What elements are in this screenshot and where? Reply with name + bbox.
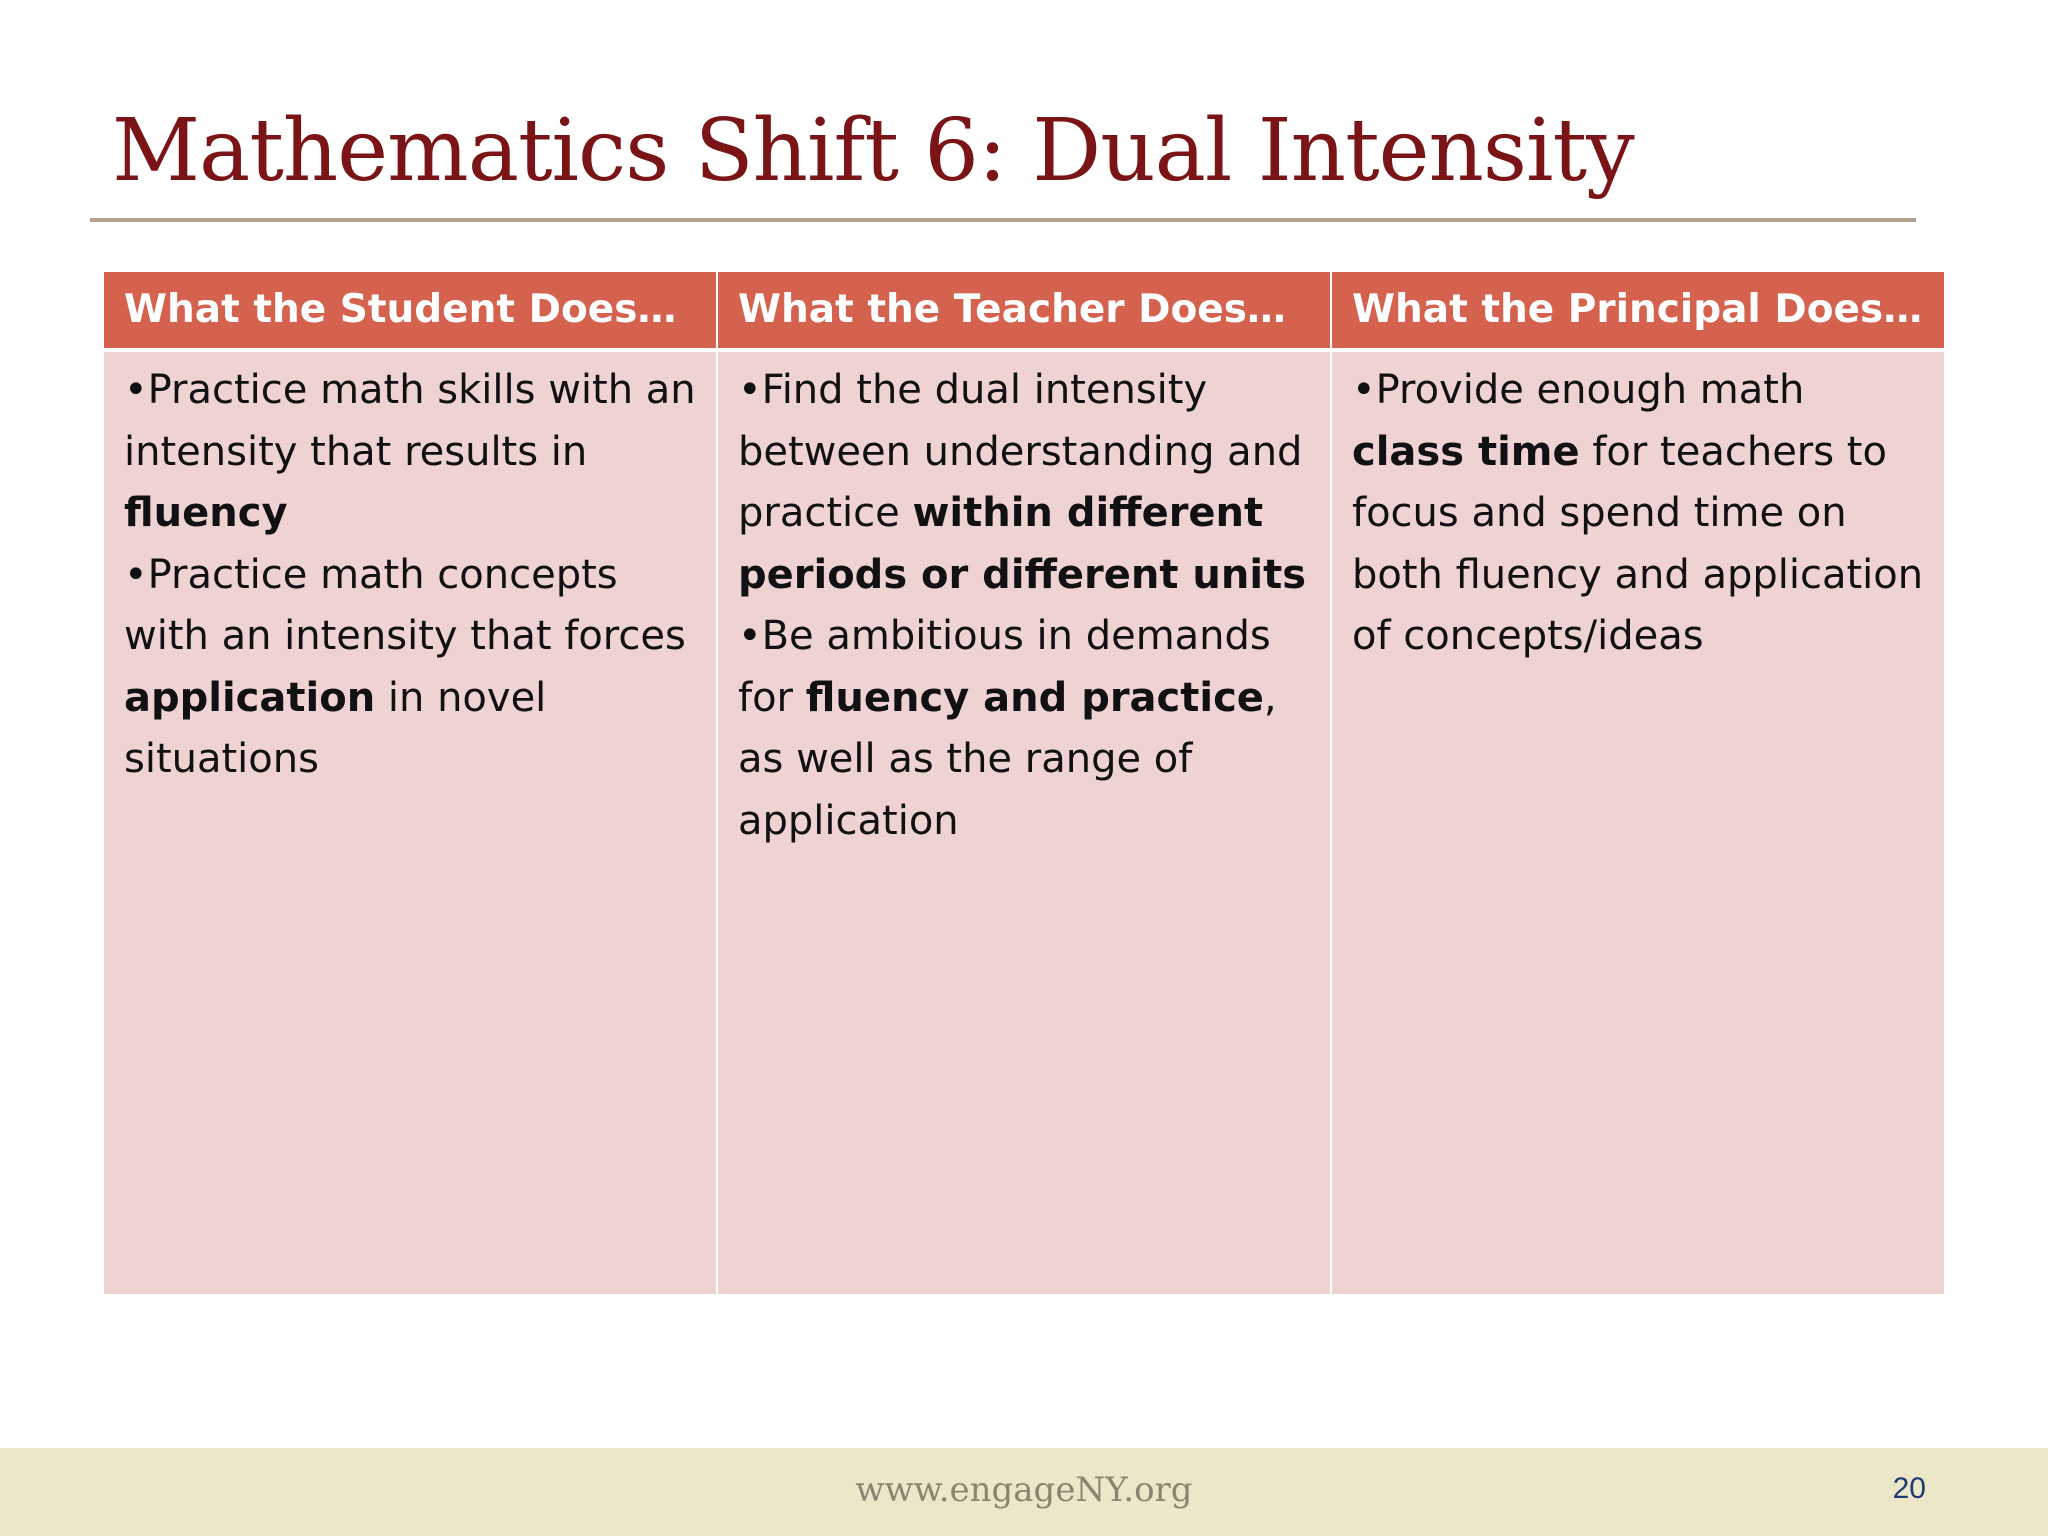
bullet-emphasis: class time <box>1352 428 1580 475</box>
page-number: 20 <box>1892 1472 1926 1505</box>
bullet-emphasis: fluency <box>124 490 288 536</box>
slide-title: Mathematics Shift 6: Dual Intensity <box>112 101 1634 201</box>
bullet-text: •Practice math concepts with an intensity that forces <box>124 551 686 659</box>
bullet-text: in novel situations <box>124 674 547 782</box>
bullet-emphasis: within different periods or different units <box>738 490 1307 598</box>
bullet-emphasis: fluency and practice <box>805 674 1264 721</box>
header-teacher: What the Teacher Does… <box>718 272 1330 348</box>
bullet-text: •Practice math skills with an intensity that results in <box>124 367 696 475</box>
cell-student <box>104 352 716 1294</box>
bullet-text: •Provide enough math <box>1352 367 1805 413</box>
cell-teacher <box>718 352 1330 1294</box>
footer-url: www.engageNY.org <box>855 1470 1193 1510</box>
bullet-item <box>124 360 696 545</box>
title-divider <box>90 218 1916 222</box>
bullet-text: for teachers to focus and spend time on both fluency and application of concepts/ideas <box>1352 428 1924 659</box>
roles-table <box>104 272 1944 1294</box>
bullet-item <box>738 360 1310 606</box>
bullet-item <box>738 606 1310 852</box>
header-student: What the Student Does… <box>104 272 716 348</box>
bullet-text: •Be ambitious in demands for <box>738 613 1271 721</box>
bullet-item <box>1352 360 1924 668</box>
bullet-emphasis: application <box>124 674 376 721</box>
cell-principal <box>1332 352 1944 1294</box>
bullet-text: , as well as the range of application <box>738 674 1277 844</box>
header-principal: What the Principal Does… <box>1332 272 1944 348</box>
bullet-text: •Find the dual intensity between understanding and practice <box>738 367 1303 536</box>
footer-bar <box>0 1448 2048 1536</box>
bullet-item <box>124 545 696 791</box>
